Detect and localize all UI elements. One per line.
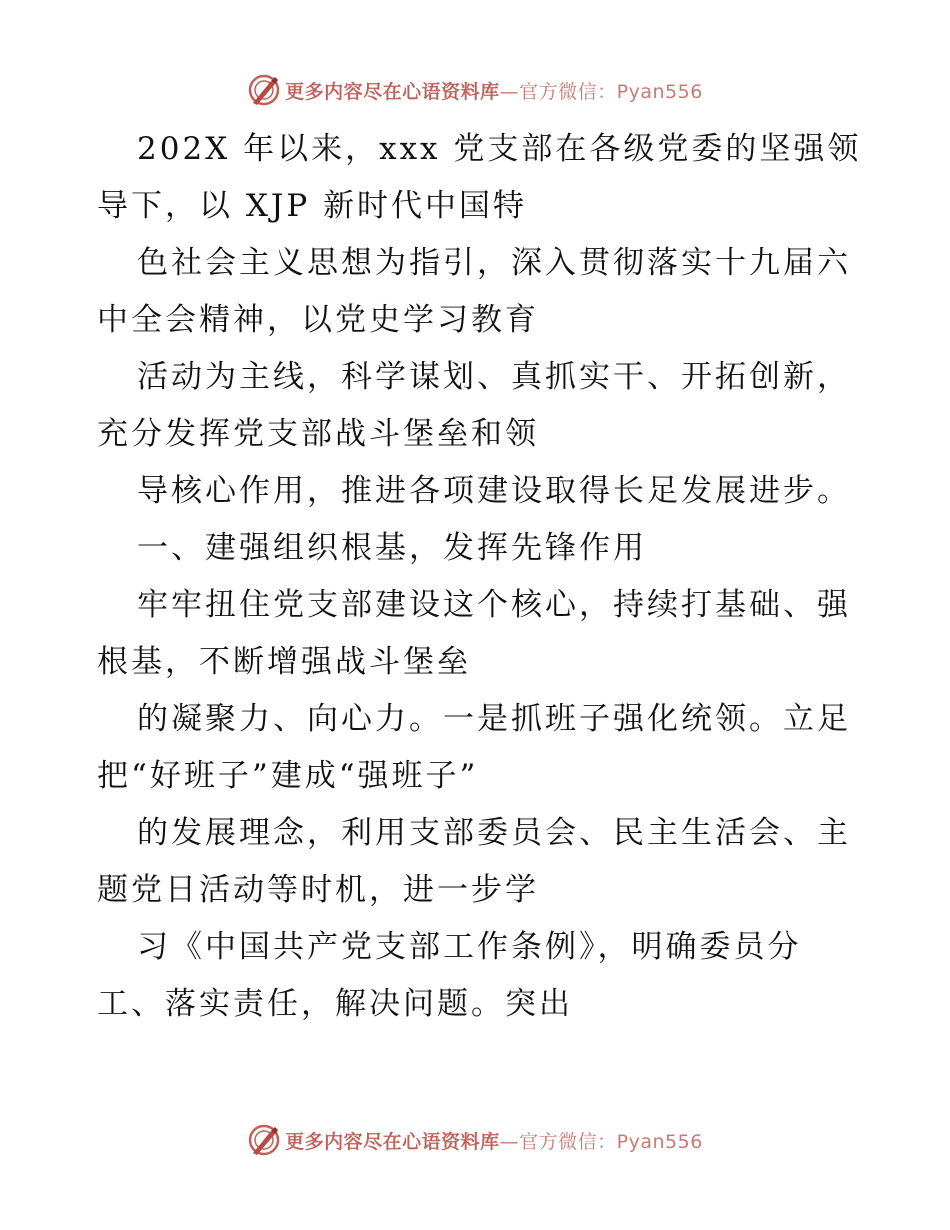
document-body	[97, 121, 862, 1033]
text-line: 题党日活动等时机，进一步学	[97, 872, 539, 908]
watermark-main-text: 更多内容尽在心语资料库	[285, 80, 500, 103]
watermark-sub-text: —官方微信：Pyan556	[499, 80, 703, 103]
text-line: 一、建强组织根基，发挥先锋作用	[137, 530, 647, 566]
pen-logo-icon	[247, 1123, 281, 1157]
text-line: 充分发挥党支部战斗堡垒和领	[97, 416, 539, 452]
text-line: 导下，以 XJP 新时代中国特	[97, 188, 528, 224]
text-line: 根基，不断增强战斗堡垒	[97, 644, 471, 680]
text-line: 把“好班子”建成“强班子”	[97, 758, 479, 794]
text-line: 中全会精神，以党史学习教育	[97, 302, 539, 338]
watermark-sub-text: —官方微信：Pyan556	[499, 1130, 703, 1153]
text-line: 牢牢扭住党支部建设这个核心，持续打基础、强	[137, 587, 851, 623]
text-line: 活动为主线，科学谋划、真抓实干、开拓创新，	[137, 359, 851, 395]
footer-watermark	[0, 1120, 950, 1160]
watermark-main-text: 更多内容尽在心语资料库	[285, 1130, 500, 1153]
text-line: 导核心作用，推进各项建设取得长足发展进步。	[137, 473, 851, 509]
text-line: 习《中国共产党支部工作条例》，明确委员分	[137, 929, 802, 965]
watermark-text	[285, 1127, 703, 1154]
text-line: 色社会主义思想为指引，深入贯彻落实十九届六	[137, 245, 851, 281]
text-line: 的发展理念，利用支部委员会、民主生活会、主	[137, 815, 851, 851]
text-line: 的凝聚力、向心力。一是抓班子强化统领。立足	[137, 701, 851, 737]
text-line: 202X 年以来，xxx 党支部在各级党委的坚强领	[137, 131, 862, 167]
text-line: 工、落实责任，解决问题。突出	[97, 986, 573, 1022]
watermark-text	[285, 77, 703, 104]
pen-logo-icon	[247, 73, 281, 107]
header-watermark	[0, 70, 950, 110]
